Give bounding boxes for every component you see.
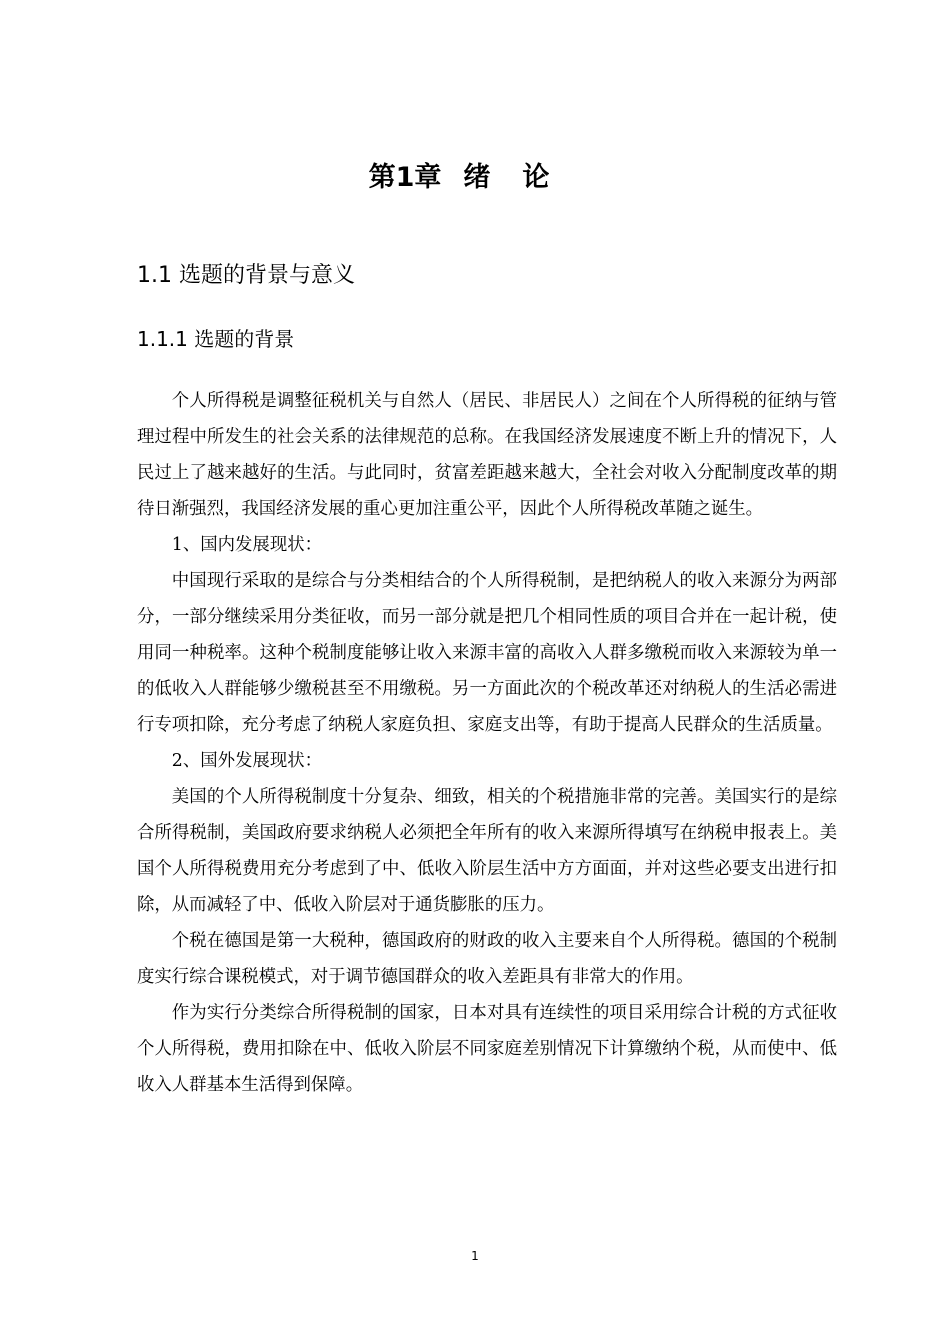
paragraph-usa: 美国的个人所得税制度十分复杂、细致，相关的个税措施非常的完善。美国实行的是综合所得税制，美国政府要求纳税人必须把全年所有的收入来源所得填写在纳税申报表上。美国个人所得税费用充分考虑到了中、低收入阶层生活中方方面面，并对这些必要支出进行扣除，从而减轻了中、低收入阶层对于通货膨胀的压力。: [137, 787, 837, 915]
paragraph-intro: 个人所得税是调整征税机关与自然人（居民、非居民人）之间在个人所得税的征纳与管理过程中所发生的社会关系的法律规范的总称。在我国经济发展速度不断上升的情况下，人民过上了越来越好的生活。与此同时，贫富差距越来越大，全社会对收入分配制度改革的期待日渐强烈，我国经济发展的重心更加注重公平，因此个人所得税改革随之诞生。: [137, 391, 837, 519]
paragraph-domestic: 中国现行采取的是综合与分类相结合的个人所得税制，是把纳税人的收入来源分为两部分，一部分继续采用分类征收，而另一部分就是把几个相同性质的项目合并在一起计税，使用同一种税率。这种个税制度能够让收入来源丰富的高收入人群多缴税而收入来源较为单一的低收入人群能够少缴税甚至不用缴税。另一方面此次的个税改革还对纳税人的生活必需进行专项扣除，充分考虑了纳税人家庭负担、家庭支出等，有助于提高人民群众的生活质量。: [137, 571, 837, 735]
chapter-number: 第1章: [368, 162, 442, 193]
paragraph-japan: 作为实行分类综合所得税制的国家，日本对具有连续性的项目采用综合计税的方式征收个人所得税，费用扣除在中、低收入阶层不同家庭差别情况下计算缴纳个税，从而使中、低收入人群基本生活得到保障。: [137, 1003, 837, 1095]
section-heading: 1.1 选题的背景与意义: [137, 263, 355, 288]
subsection-heading: 1.1.1 选题的背景: [137, 327, 295, 351]
page-number: 1: [471, 1249, 479, 1263]
chapter-title: [0, 158, 950, 198]
paragraph-germany: 个税在德国是第一大税种，德国政府的财政的收入主要来自个人所得税。德国的个税制度实行综合课税模式，对于调节德国群众的收入差距具有非常大的作用。: [137, 931, 837, 987]
paragraph-foreign-heading: 2、国外发展现状：: [171, 751, 322, 771]
paragraph-domestic-heading: 1、国内发展现状：: [171, 535, 322, 555]
chapter-name: 绪论: [463, 162, 582, 193]
body-text: [137, 383, 837, 1103]
